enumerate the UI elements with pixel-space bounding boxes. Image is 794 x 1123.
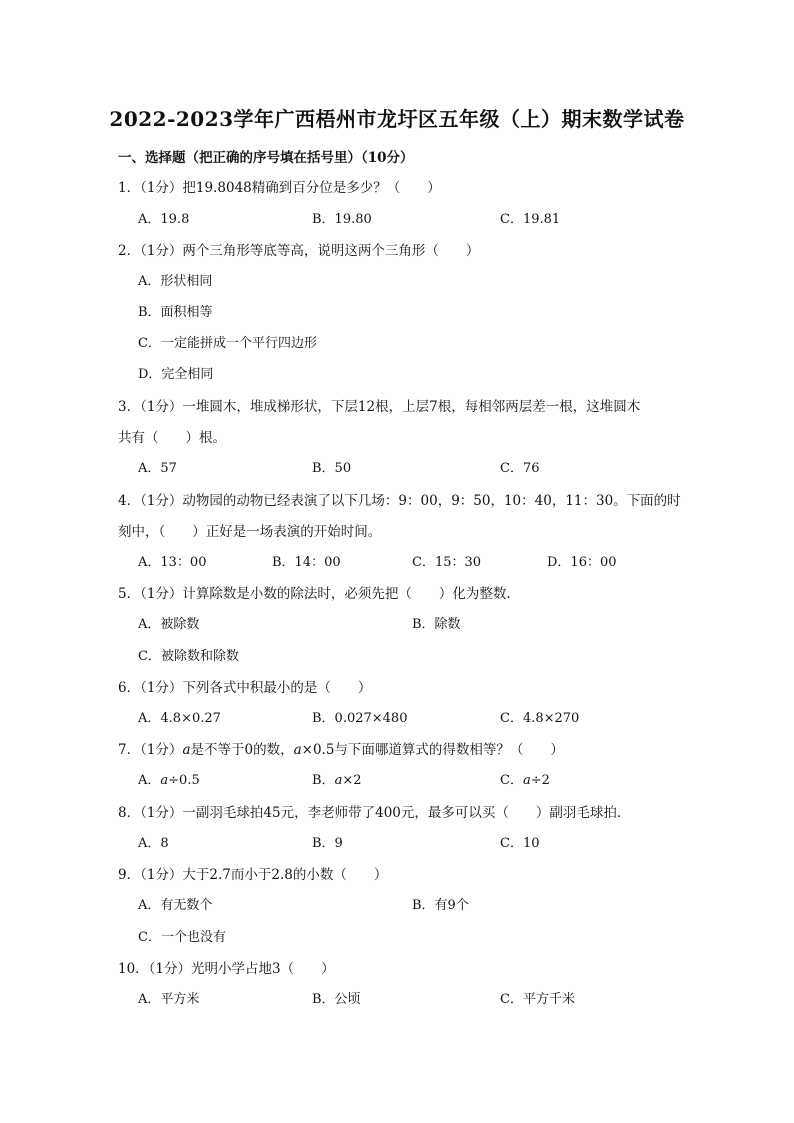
question-4-stem-cont: 刻中，（ ）正好是一场表演的开始时间。 (118, 524, 382, 540)
question-9-option-b[interactable]: B．有9个 (412, 898, 469, 913)
question-1-option-b[interactable]: B．19.80 (312, 212, 372, 227)
question-5-stem: 5．（1分）计算除数是小数的除法时，必须先把（ ）化为整数． (118, 586, 520, 602)
question-7-option-c[interactable]: C．a÷2 (500, 773, 550, 788)
question-9-option-c[interactable]: C．一个也没有 (138, 930, 226, 945)
question-2-option-a[interactable]: A．形状相同 (138, 274, 213, 289)
question-3-stem-cont: 共有（ ）根。 (118, 430, 226, 446)
question-5-option-a[interactable]: A．被除数 (138, 617, 200, 632)
question-2-stem: 2．（1分）两个三角形等底等高，说明这两个三角形（ ） (118, 243, 480, 259)
question-8-stem: 8．（1分）一副羽毛球拍45元，李老师带了400元，最多可以买（ ）副羽毛球拍． (118, 805, 631, 821)
question-2-option-d[interactable]: D．完全相同 (138, 367, 214, 382)
question-1-option-c[interactable]: C．19.81 (500, 212, 561, 227)
question-2-option-c[interactable]: C．一定能拼成一个平行四边形 (138, 336, 317, 351)
question-10-option-b[interactable]: B．公顷 (312, 992, 361, 1007)
question-7-option-b[interactable]: B．a×2 (312, 773, 362, 788)
question-4-option-b[interactable]: B．14：00 (272, 555, 341, 570)
question-3-option-b[interactable]: B．50 (312, 461, 352, 476)
question-5-option-c[interactable]: C．被除数和除数 (138, 649, 239, 664)
question-4-option-a[interactable]: A．13：00 (138, 555, 207, 570)
question-3-option-c[interactable]: C．76 (500, 461, 540, 476)
question-3-stem: 3．（1分）一堆圆木，堆成梯形状，下层12根，上层7根，每相邻两层差一根，这堆圆木 (118, 399, 641, 415)
question-7-stem: 7．（1分）a是不等于0的数，a×0.5与下面哪道算式的得数相等？（ ） (118, 742, 564, 758)
question-10-stem: 10．（1分）光明小学占地3（ ） (118, 961, 335, 977)
question-9-stem: 9．（1分）大于2.7而小于2.8的小数（ ） (118, 867, 388, 883)
question-4-option-d[interactable]: D．16：00 (547, 555, 617, 570)
question-6-option-c[interactable]: C．4.8×270 (500, 711, 580, 726)
question-8-option-a[interactable]: A．8 (138, 836, 169, 851)
section-heading: 一、选择题（把正确的序号填在括号里）（10分） (118, 150, 414, 166)
question-8-option-b[interactable]: B．9 (312, 836, 343, 851)
question-4-stem: 4．（1分）动物园的动物已经表演了以下几场：9：00，9：50，10：40，11：30。下面的时 (118, 493, 681, 509)
question-6-stem: 6．（1分）下列各式中积最小的是（ ） (118, 680, 372, 696)
question-10-option-c[interactable]: C．平方千米 (500, 992, 575, 1007)
question-7-option-a[interactable]: A．a÷0.5 (138, 773, 200, 788)
exam-title: 2022-2023学年广西梧州市龙圩区五年级（上）期末数学试卷 (109, 107, 685, 131)
question-2-option-b[interactable]: B．面积相等 (138, 305, 213, 320)
question-9-option-a[interactable]: A．有无数个 (138, 898, 213, 913)
question-1-option-a[interactable]: A．19.8 (138, 212, 190, 227)
question-6-option-b[interactable]: B．0.027×480 (312, 711, 408, 726)
question-3-option-a[interactable]: A．57 (138, 461, 177, 476)
question-10-option-a[interactable]: A．平方米 (138, 992, 200, 1007)
question-4-option-c[interactable]: C．15：30 (412, 555, 482, 570)
question-5-option-b[interactable]: B．除数 (412, 617, 461, 632)
question-8-option-c[interactable]: C．10 (500, 836, 540, 851)
question-6-option-a[interactable]: A．4.8×0.27 (138, 711, 221, 726)
question-1-stem: 1．（1分）把19.8048精确到百分位是多少？（ ） (118, 180, 441, 196)
